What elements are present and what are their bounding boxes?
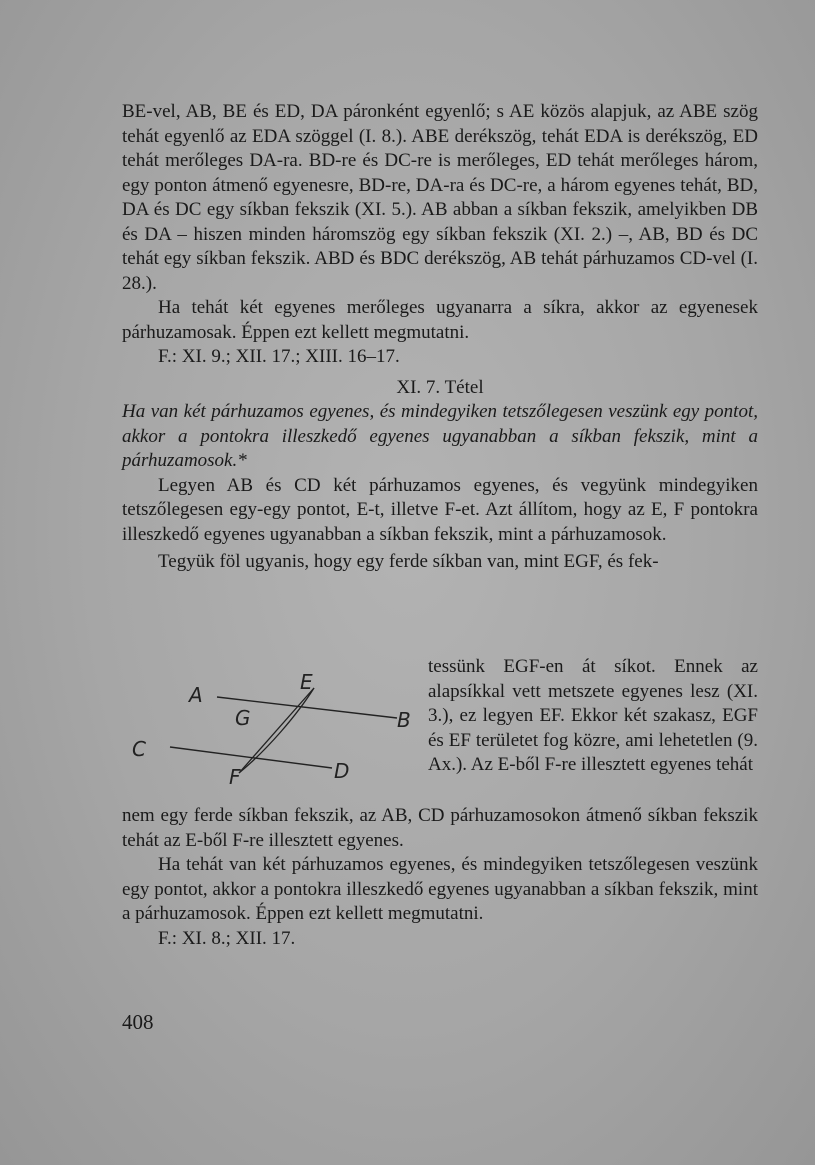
line-cd: [170, 747, 332, 768]
reference-line-2: F.: XI. 8.; XII. 17.: [158, 927, 296, 949]
label-c: C: [132, 737, 146, 761]
paragraph-conclusion: Ha tehát két egyenes merőleges ugyanarra a síkra, akkor az egyenesek párhuzamosak. Éppen ezt kellett megmutatni.: [122, 297, 758, 343]
paragraph-setup: Legyen AB és CD két párhuzamos egyenes, és vegyünk mindegyiken tetszőlegesen egy-egy pontot, E-t, illetve F-et. Azt állítom, hogy az E, F pontokra illeszkedő egyenes ugyanabban a síkban fekszik, mint a párhuzamosok.: [122, 474, 758, 545]
paragraph-continuation: nem egy ferde síkban fekszik, az AB, CD párhuzamosokon átmenő síkban fekszik tehát az E-ből F-re illesztett egyenes.: [122, 805, 758, 851]
paragraph-side-text: tessünk EGF-en át síkot. Ennek az alapsíkkal vett metszete egyenes lesz (XI. 3.), ez legyen EF. Ekkor két szakasz, EGF és EF területet fog közre, ami lehetetlen (9. Ax.). Az E-ből F-re illesztett egyenes tehát: [428, 656, 758, 775]
label-e: E: [300, 670, 313, 694]
label-f: F: [229, 765, 241, 785]
reference-line: F.: XI. 9.; XII. 17.; XIII. 16–17.: [158, 346, 400, 367]
figure-svg: [122, 655, 422, 785]
paragraph-proof-end: BE-vel, AB, BE és ED, DA páronként egyenlő; s AE közös alapjuk, az ABE szög tehát egyenlő az EDA szöggel (I. 8.). ABE derékszög, tehát EDA is derékszög, ED tehát merőleges DA-ra. BD-re és DC-re is merőleges, ED tehát merőleges három, egy ponton átmenő egyenesre, BD-re, DA-ra és DC-re, a három egyenes tehát, BD, DA és DC egy síkban fekszik (XI. 5.). AB abban a síkban fekszik, amelyikben DB és DA – hiszen minden háromszög egy síkban fekszik (XI. 2.) –, AB, BD és DC tehát egy síkban fekszik. ABD és BDC derékszög, AB tehát párhuzamos CD-vel (I. 28.).: [122, 101, 758, 294]
paragraph-assumption: Tegyük föl ugyanis, hogy egy ferde síkban van, mint EGF, és fek-: [158, 551, 659, 572]
page-number: 408: [122, 1010, 154, 1034]
label-a: A: [189, 683, 203, 707]
label-g: G: [235, 706, 251, 730]
theorem-statement: Ha van két párhuzamos egyenes, és mindegyiken tetszőlegesen veszünk egy pontot, akkor a pontokra illeszkedő egyenes ugyanabban a síkban fekszik, mint a párhuzamosok.*: [122, 401, 758, 471]
geometry-figure: [122, 655, 422, 785]
body-text-lower: [122, 804, 758, 951]
theorem-heading: XI. 7. Tétel: [396, 376, 484, 398]
label-b: B: [397, 708, 411, 732]
label-d: D: [334, 759, 350, 783]
paragraph-final: Ha tehát van két párhuzamos egyenes, és mindegyiken tetszőlegesen veszünk egy pontot, akkor a pontokra illeszkedő egyenes ugyanabban a síkban fekszik, mint a párhuzamosok. Éppen ezt kellett megmutatni.: [122, 854, 758, 924]
body-text: [122, 100, 758, 575]
